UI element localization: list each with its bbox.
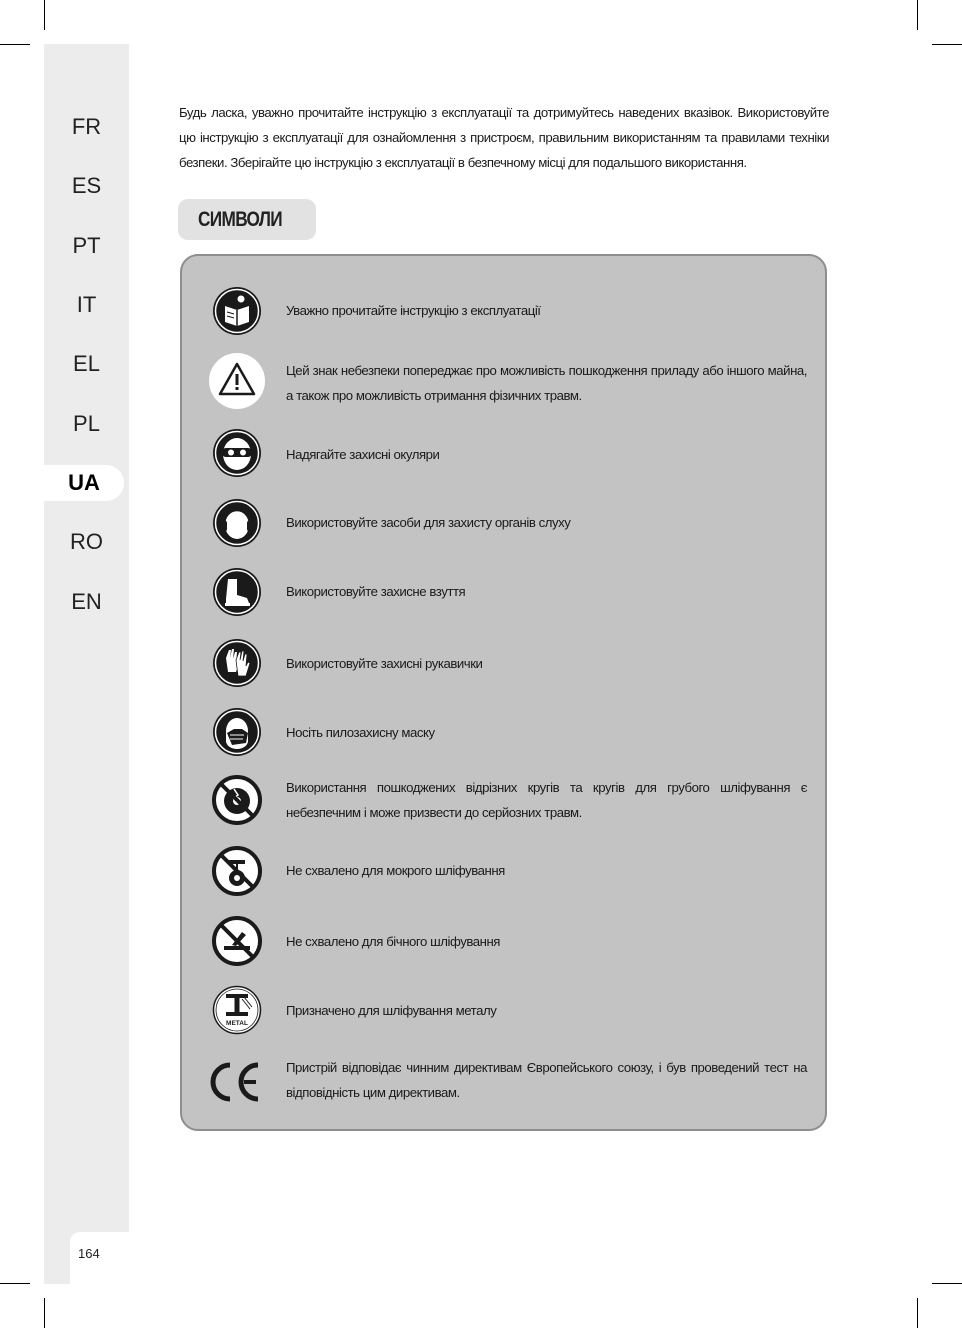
intro-paragraph: Будь ласка, уважно прочитайте інструкцію з експлуатації та дотримуйтесь наведених вказівок. Використовуйте цю інструкцію з експлуатації для ознайомлення з пристроєм, правильним використанням та правилами техніки безпеки. Зберігайте цю інструкцію з експлуатації в безпечному місці для подальшого використання. [179,105,829,170]
warning-triangle-icon [208,352,266,410]
symbol-description: Пристрій відповідає чинним директивам Європейського союзу, і був проведений тест на відповідність цим директивам. [286,1060,807,1100]
crop-mark [932,1283,962,1284]
lang-tab-en[interactable]: EN [71,589,102,614]
ce-mark-icon [206,1057,266,1107]
crop-mark [932,44,962,45]
lang-tab-ro[interactable]: RO [70,529,103,554]
page-number-box [70,1232,129,1284]
no-damaged-disc-icon [212,775,262,825]
symbol-description: Призначено для шліфування металу [286,1003,497,1018]
symbol-description: Надягайте захисні окуляри [286,447,440,462]
symbol-description: Носіть пилозахисну маску [286,725,435,740]
read-manual-icon [212,286,262,336]
safety-gloves-icon [212,638,262,688]
no-wet-grinding-icon [212,846,262,896]
crop-mark [0,44,30,45]
crop-mark [44,1298,45,1328]
symbol-description: Використовуйте захисне взуття [286,584,466,599]
crop-mark [44,0,45,30]
metal-label: METAL [226,1020,248,1027]
lang-tab-it[interactable]: IT [76,292,97,317]
crop-mark [0,1283,30,1284]
crop-mark [917,0,918,30]
ear-protection-icon [212,498,262,548]
symbol-description: Використовуйте засоби для захисту органів слуху [286,515,571,530]
section-title: СИМВОЛИ [198,208,282,231]
section-header [178,199,316,240]
lang-tab-pt[interactable]: PT [72,233,101,258]
metal-grinding-icon [212,985,262,1035]
symbol-description: Використовуйте захисні рукавички [286,656,483,671]
lang-tab-pl[interactable]: PL [73,411,100,436]
symbol-description: Цей знак небезпеки попереджає про можливість пошкодження приладу або іншого майна, а також про можливість отримання фізичних травм. [286,363,807,403]
lang-tab-es[interactable]: ES [71,173,102,198]
symbol-description: Уважно прочитайте інструкцію з експлуатації [286,303,541,318]
symbol-description: Не схвалено для мокрого шліфування [286,863,505,878]
dust-mask-icon [212,707,262,757]
symbol-description: Використання пошкоджених відрізних кругів та кругів для грубого шліфування є небезпечним і може призвести до серйозних травм. [286,780,807,820]
language-sidebar [44,44,129,1284]
crop-mark [917,1298,918,1328]
symbol-description: Не схвалено для бічного шліфування [286,934,500,949]
no-side-grinding-icon [212,916,262,966]
lang-tab-fr[interactable]: FR [71,114,102,139]
symbols-panel [180,254,827,1131]
page-number: 164 [78,1246,100,1261]
lang-tab-el[interactable]: EL [73,351,100,376]
safety-goggles-icon [212,428,262,478]
lang-tab-ua-active[interactable]: UA [44,465,124,501]
safety-boots-icon [212,567,262,617]
